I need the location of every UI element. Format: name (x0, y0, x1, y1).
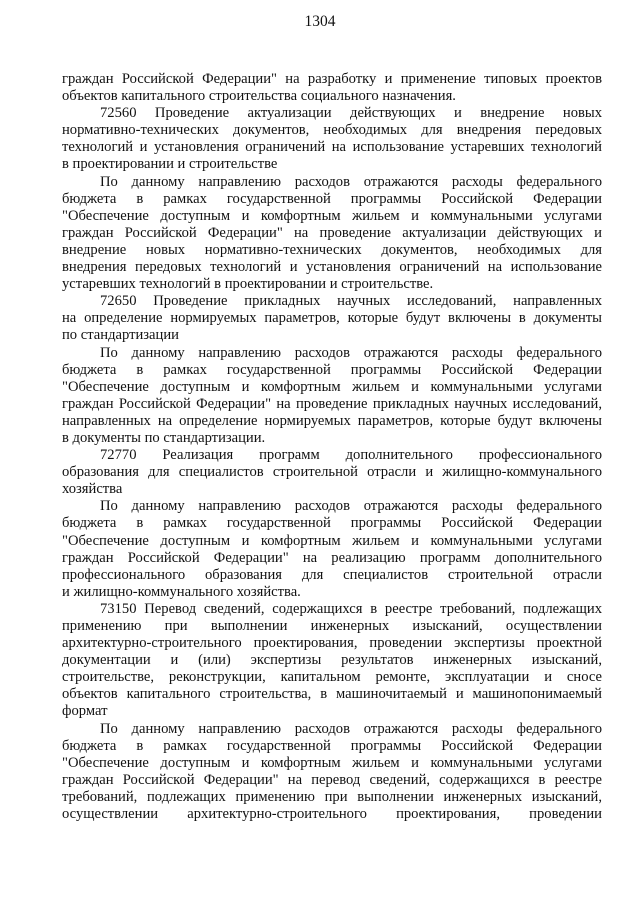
document-body (62, 71, 602, 823)
text-line: требований, подлежащих применению при выполнении инженерных изысканий, (62, 788, 602, 805)
text-line: По данному направлению расходов отражаются расходы федерального (100, 720, 602, 737)
text-line: технологий и установления ограничений на использование устаревших технологий (62, 139, 602, 156)
text-line: 72560 Проведение актуализации действующих и внедрение новых (100, 105, 602, 122)
text-line: по стандартизации (62, 327, 179, 344)
text-line: граждан Российской Федерации" на реализацию программ дополнительного (62, 549, 602, 566)
text-line: граждан Российской Федерации" на перевод сведений, содержащихся в реестре (62, 771, 602, 788)
text-line: на определение нормируемых параметров, которые будут включены в документы (62, 310, 602, 327)
text-line: направленных на определение нормируемых параметров, которые будут включены (62, 412, 602, 429)
text-line: граждан Российской Федерации" на проведение актуализации действующих и (62, 224, 602, 241)
text-line: применению при выполнении инженерных изысканий, осуществлении (62, 618, 602, 634)
page-number: 1304 (304, 13, 336, 30)
text-line: и жилищно-коммунального хозяйства. (62, 583, 301, 600)
text-line: объектов капитального строительства социального назначения. (62, 88, 456, 105)
text-line: формат (62, 703, 108, 720)
text-line: "Обеспечение доступным и комфортным жильем и коммунальными услугами (62, 378, 602, 395)
text-line: бюджета в рамках государственной программы Российской Федерации (62, 737, 602, 754)
text-line: осуществлении архитектурно-строительного проектирования, проведении (62, 806, 602, 823)
text-line: бюджета в рамках государственной программы Российской Федерации (62, 190, 602, 207)
text-line: 73150 Перевод сведений, содержащихся в реестре требований, подлежащих (100, 600, 602, 617)
text-line: "Обеспечение доступным и комфортным жильем и коммунальными услугами (62, 532, 602, 549)
text-line: нормативно-технических документов, необходимых для внедрения передовых (62, 122, 602, 139)
text-line: По данному направлению расходов отражаются расходы федерального (100, 344, 602, 361)
text-line: бюджета в рамках государственной программы Российской Федерации (62, 361, 602, 378)
text-line: архитектурно-строительного проектирования, проведении экспертизы проектной (62, 635, 602, 652)
text-line: граждан Российской Федерации" на разработку и применение типовых проектов (62, 71, 602, 87)
text-line: строительстве, реконструкции, капитальном ремонте, эксплуатации и сносе (62, 669, 602, 686)
text-line: профессионального образования для специалистов строительной отрасли (62, 566, 602, 583)
text-line: образования для специалистов строительной отрасли и жилищно-коммунального (62, 464, 602, 481)
text-line: По данному направлению расходов отражаются расходы федерального (100, 498, 602, 515)
text-line: "Обеспечение доступным и комфортным жильем и коммунальными услугами (62, 207, 602, 224)
text-line: По данному направлению расходов отражаются расходы федерального (100, 173, 602, 190)
text-line: 72650 Проведение прикладных научных исследований, направленных (100, 293, 602, 310)
text-line: документации и (или) экспертизы результатов инженерных изысканий, (62, 652, 602, 669)
text-line: бюджета в рамках государственной программы Российской Федерации (62, 515, 602, 532)
text-line: устаревших технологий в проектировании и строительстве. (62, 276, 434, 293)
text-line: внедрение новых нормативно-технических документов, необходимых для (62, 241, 602, 258)
text-line: в проектировании и строительстве (62, 156, 278, 173)
text-line: 72770 Реализация программ дополнительного профессионального (100, 447, 602, 464)
text-line: внедрения передовых технологий и установления ограничений на использование (62, 259, 602, 276)
text-line: хозяйства (62, 481, 123, 498)
text-line: "Обеспечение доступным и комфортным жильем и коммунальными услугами (62, 754, 602, 771)
text-line: объектов капитального строительства, в машиночитаемый и машинопонимаемый (62, 686, 602, 703)
text-line: в документы по стандартизации. (62, 429, 266, 446)
text-line: граждан Российской Федерации" на проведение прикладных научных исследований, (62, 395, 602, 412)
